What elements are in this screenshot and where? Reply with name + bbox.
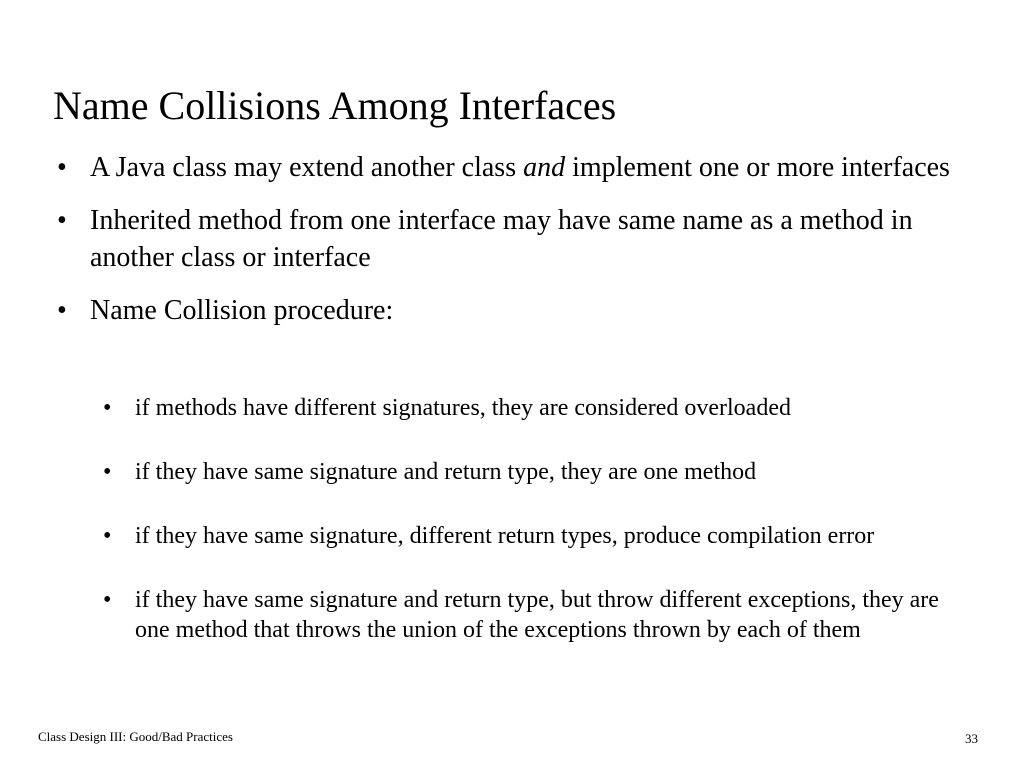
sub-bullet-text: if they have same signature, different return types, produce compilation error [135,523,875,549]
sub-bullet-text: if they have same signature and return type, but throw different exceptions, they are one method that throws the union of the exceptions thrown by each of them [135,587,939,643]
sub-bullet-item [103,393,963,423]
sub-bullet-item [103,457,963,487]
sub-bullet-list [103,393,963,679]
page-number: 33 [965,731,978,746]
bullet-item [53,292,973,329]
footer-title: Class Design III: Good/Bad Practices [38,729,233,744]
bullet-text: Name Collision procedure: [90,295,394,326]
sub-bullet-item [103,521,963,551]
bullet-text-emphasis: and [523,152,566,183]
bullet-item [53,202,973,276]
slide-title: Name Collisions Among Interfaces [53,83,617,128]
sub-bullet-text: if methods have different signatures, they are considered overloaded [135,395,791,421]
bullet-item [53,149,973,186]
sub-bullet-marker: • [103,395,112,421]
bullet-text-after: implement one or more interfaces [565,152,950,183]
sub-bullet-text: if they have same signature and return type, they are one method [135,459,757,485]
sub-bullet-marker: • [103,523,112,549]
bullet-text: Inherited method from one interface may have same name as a method in another class or interface [90,205,913,273]
bullet-marker: • [57,295,67,326]
bullet-text-before: A Java class may extend another class [90,152,524,183]
bullet-marker: • [57,205,67,236]
bullet-marker: • [57,152,67,183]
sub-bullet-marker: • [103,459,112,485]
sub-bullet-item [103,585,963,645]
bullet-list [53,149,973,345]
sub-bullet-marker: • [103,587,112,613]
